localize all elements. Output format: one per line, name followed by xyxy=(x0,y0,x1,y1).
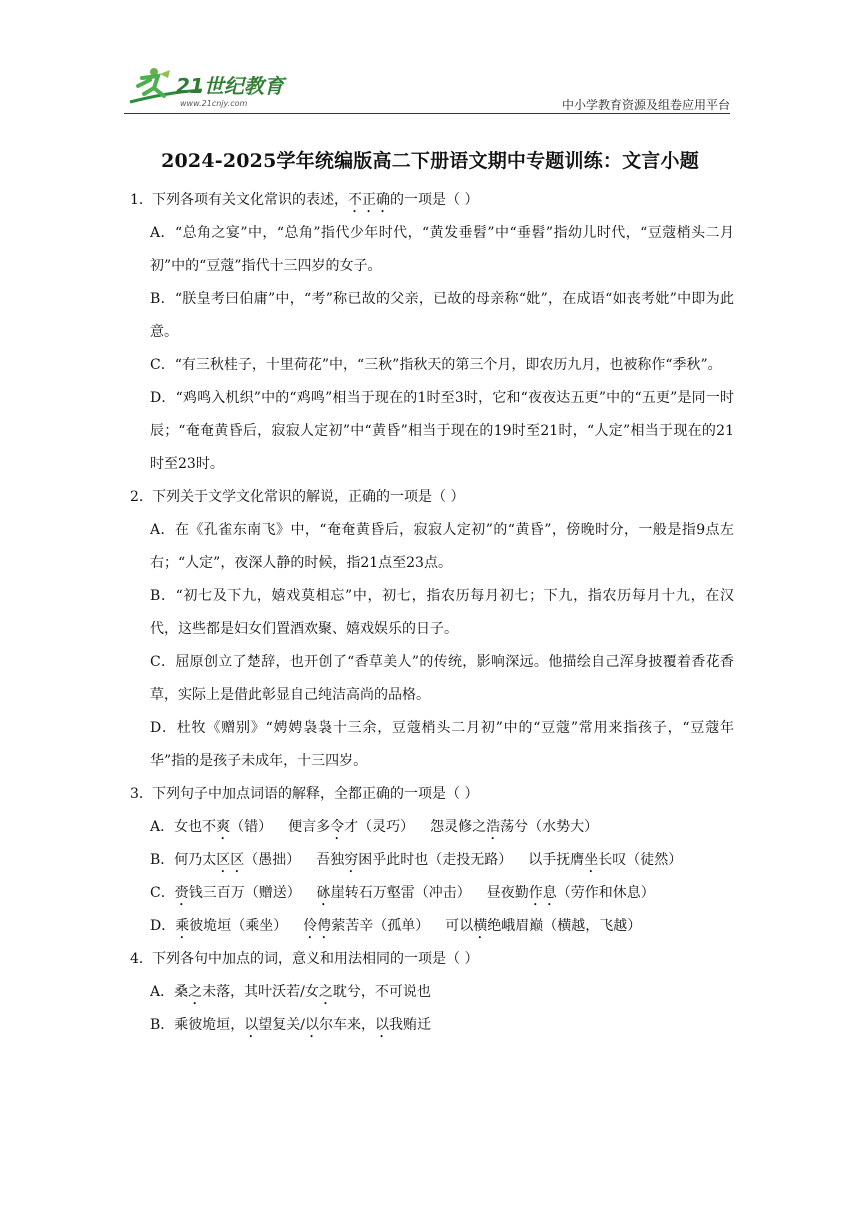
question-3-option-a: A．女也不爽（错） 便言多令才（灵巧） 怨灵修之浩荡兮（水势大） xyxy=(150,819,599,835)
svg-text:21世纪教育: 21世纪教育 xyxy=(176,74,284,98)
question-1-stem: 1．下列各项有关文化常识的表述，不正确的一项是（ ） xyxy=(130,192,479,208)
question-3-option-c: C．赍钱三百万（赠送） 砯崖转石万壑雷（冲击） 昼夜勤作息（劳作和休息） xyxy=(150,885,655,901)
header-divider xyxy=(124,113,730,114)
question-2-option-d: D．杜牧《赠别》“娉娉袅袅十三余，豆蔻梢头二月初”中的“豆蔻”常用来指孩子，“豆蔻年华”指的是孩子未成年，十三四岁。 xyxy=(150,720,734,769)
question-3-stem: 3．下列句子中加点词语的解释，全都正确的一项是（ ） xyxy=(130,786,479,802)
question-4-stem: 4．下列各句中加点的词，意义和用法相同的一项是（ ） xyxy=(130,951,479,967)
question-3-option-b: B．何乃太区区（愚拙） 吾独穷困乎此时也（走投无路） 以手抚膺坐长叹（徒然） xyxy=(150,852,683,868)
question-1-option-d: D．“鸡鸣入机织”中的“鸡鸣”相当于现在的1时至3时，它和“夜夜达五更”中的“五更”是同一时辰；“奄奄黄昏后，寂寂人定初”中“黄昏”相当于现在的19时至21时，“人定”相当于现在的21时至23时。 xyxy=(150,390,734,472)
question-1-option-a: A．“总角之宴”中，“总角”指代少年时代，“黄发垂髫”中“垂髫”指幼儿时代，“豆蔻梢头二月初”中的“豆蔻”指代十三四岁的女子。 xyxy=(150,225,734,274)
svg-text:www.21cnjy.com: www.21cnjy.com xyxy=(180,99,248,108)
question-4-option-a: A．桑之未落，其叶沃若/女之耽兮，不可说也 xyxy=(150,984,431,1000)
question-2-option-b: B．“初七及下九，嬉戏莫相忘”中，初七，指农历每月初七；下九，指农历每月十九，在汉代，这些都是妇女们置酒欢聚、嬉戏娱乐的日子。 xyxy=(150,588,734,637)
question-1-option-b: B．“朕皇考曰伯庸”中，“考”称已故的父亲，已故的母亲称“妣”，在成语“如丧考妣”中即为此意。 xyxy=(150,291,734,340)
page-header xyxy=(124,62,730,114)
page-title: 2024-2025学年统编版高二下册语文期中专题训练：文言小题 xyxy=(161,150,699,172)
question-2-option-c: C．屈原创立了楚辞，也开创了“香草美人”的传统，影响深远。他描绘自己浑身披覆着香花香草，实际上是借此彰显自己纯洁高尚的品格。 xyxy=(150,654,734,703)
question-4-option-b: B．乘彼垝垣，以望复关/以尔车来，以我贿迁 xyxy=(150,1017,432,1033)
question-2-option-a: A．在《孔雀东南飞》中，“奄奄黄昏后，寂寂人定初”的“黄昏”，傍晚时分，一般是指9点左右；“人定”，夜深人静的时候，指21点至23点。 xyxy=(150,522,734,571)
question-1-option-c: C．“有三秋桂子，十里荷花”中，“三秋”指秋天的第三个月，即农历九月，也被称作“季秋”。 xyxy=(150,357,722,373)
question-3-option-d: D．乘彼垝垣（乘坐） 伶俜萦苦辛（孤单） 可以横绝峨眉巅（横越，飞越） xyxy=(150,918,642,934)
question-2-stem: 2．下列关于文学文化常识的解说，正确的一项是（ ） xyxy=(130,489,465,505)
question-list xyxy=(130,184,734,1042)
platform-label: 中小学教育资源及组卷应用平台 xyxy=(561,98,730,112)
21cnjy-logo xyxy=(124,66,294,110)
